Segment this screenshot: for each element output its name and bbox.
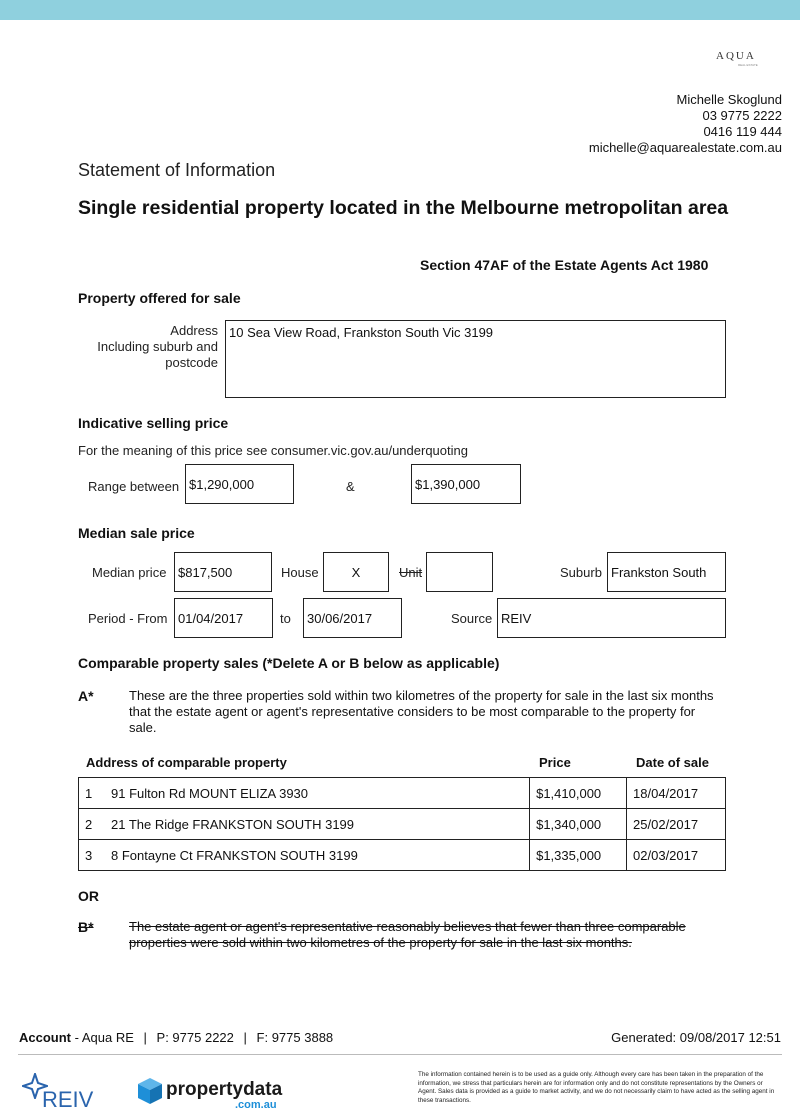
median-price-label: Median price: [92, 565, 167, 580]
unit-label: Unit: [399, 565, 423, 580]
suburb-field[interactable]: Frankston South: [607, 552, 726, 592]
row-number: 2: [85, 816, 93, 832]
address-label-2: Including suburb and: [97, 339, 218, 354]
account-phone: P: 9775 2222: [156, 1030, 234, 1045]
house-label: House: [281, 565, 319, 580]
propertydata-cube-icon: [137, 1077, 163, 1105]
period-to-label: to: [280, 611, 291, 626]
col-price-header: Price: [539, 755, 571, 770]
median-price-field[interactable]: $817,500: [174, 552, 272, 592]
or-separator: OR: [78, 888, 99, 904]
footer-separator: |: [143, 1030, 147, 1045]
col-date-header: Date of sale: [636, 755, 709, 770]
price-low-field[interactable]: $1,290,000: [185, 464, 294, 504]
act-section: Section 47AF of the Estate Agents Act 1980: [420, 257, 709, 273]
account-label: Account: [19, 1030, 71, 1045]
footer-separator: |: [243, 1030, 247, 1045]
generated-timestamp: Generated: 09/08/2017 12:51: [611, 1030, 781, 1045]
option-b-text: The estate agent or agent's representative reasonably believes that fewer than three comparable properties were sold within two kilometres of the property for sale in the last six months.: [129, 919, 686, 950]
row-address: 8 Fontayne Ct FRANKSTON SOUTH 3199: [111, 847, 358, 863]
property-heading: Property offered for sale: [78, 290, 241, 306]
agent-mobile: 0416 119 444: [703, 124, 782, 139]
table-row: [79, 840, 726, 871]
top-accent-bar: [0, 0, 800, 20]
house-field[interactable]: X: [323, 552, 389, 592]
address-cell: [79, 809, 530, 840]
indicative-note: For the meaning of this price see consumer.vic.gov.au/underquoting: [78, 443, 468, 458]
account-fax: F: 9775 3888: [256, 1030, 334, 1045]
range-ampersand: &: [346, 479, 355, 494]
range-label: Range between: [88, 479, 180, 494]
unit-field[interactable]: [426, 552, 493, 592]
aqua-logo: AQUA: [716, 50, 756, 62]
footer-divider: [18, 1054, 782, 1055]
reiv-logo-text: REIV: [42, 1087, 94, 1112]
period-to-field[interactable]: 30/06/2017: [303, 598, 402, 638]
address-cell: [79, 840, 530, 871]
propertydata-logo-domain: .com.au: [235, 1099, 277, 1111]
account-info: [19, 1030, 333, 1045]
address-cell: [79, 778, 530, 809]
period-label: Period - From: [88, 611, 168, 626]
option-b-marker: B*: [78, 919, 94, 935]
date-cell: 25/02/2017: [627, 809, 726, 840]
date-cell: 02/03/2017: [627, 840, 726, 871]
comparable-sales-table: [78, 777, 726, 871]
row-number: 3: [85, 847, 93, 863]
price-cell: $1,335,000: [530, 840, 627, 871]
suburb-label: Suburb: [560, 565, 602, 580]
table-row: [79, 809, 726, 840]
source-label: Source: [451, 611, 493, 626]
account-value: - Aqua RE: [74, 1030, 134, 1045]
indicative-heading: Indicative selling price: [78, 415, 229, 431]
reiv-logo: [22, 1073, 102, 1113]
statement-heading: Statement of Information: [78, 160, 276, 180]
option-a-marker: A*: [78, 688, 94, 704]
price-cell: $1,340,000: [530, 809, 627, 840]
aqua-logo-subtitle: REAL ESTATE: [738, 63, 758, 67]
source-field[interactable]: REIV: [497, 598, 726, 638]
col-address-header: Address of comparable property: [86, 755, 287, 770]
footer-disclaimer: The information contained herein is to be used as a guide only. Although every care has been taken in the preparation of the information, we stress that particulars herein are for information only and do not constitute representations by the Owners or Agent. Sales data is provided as a guide to market activity, and we do not necessarily claim to have acted as the selling agent in these transactions.: [418, 1071, 775, 1104]
row-address: 21 The Ridge FRANKSTON SOUTH 3199: [111, 816, 355, 832]
price-high-field[interactable]: $1,390,000: [411, 464, 521, 504]
period-from-field[interactable]: 01/04/2017: [174, 598, 273, 638]
agent-phone: 03 9775 2222: [702, 108, 782, 123]
agent-name: Michelle Skoglund: [676, 92, 782, 107]
price-cell: $1,410,000: [530, 778, 627, 809]
propertydata-logo-text: propertydata: [166, 1079, 283, 1100]
date-cell: 18/04/2017: [627, 778, 726, 809]
address-label-1: Address: [170, 323, 218, 338]
address-field[interactable]: 10 Sea View Road, Frankston South Vic 3199: [225, 320, 726, 398]
row-number: 1: [85, 785, 93, 801]
comparable-heading: Comparable property sales (*Delete A or B below as applicable): [78, 655, 500, 671]
option-a-text: These are the three properties sold within two kilometres of the property for sale in the last six months that the estate agent or agent's representative considers to be most comparable to the property for sale.: [129, 688, 714, 735]
address-label-3: postcode: [165, 355, 218, 370]
document-title: Single residential property located in the Melbourne metropolitan area: [78, 197, 729, 219]
propertydata-logo: [137, 1077, 297, 1115]
agent-email: michelle@aquarealestate.com.au: [588, 140, 782, 155]
median-heading: Median sale price: [78, 525, 195, 541]
row-address: 91 Fulton Rd MOUNT ELIZA 3930: [111, 785, 309, 801]
table-row: [79, 778, 726, 809]
